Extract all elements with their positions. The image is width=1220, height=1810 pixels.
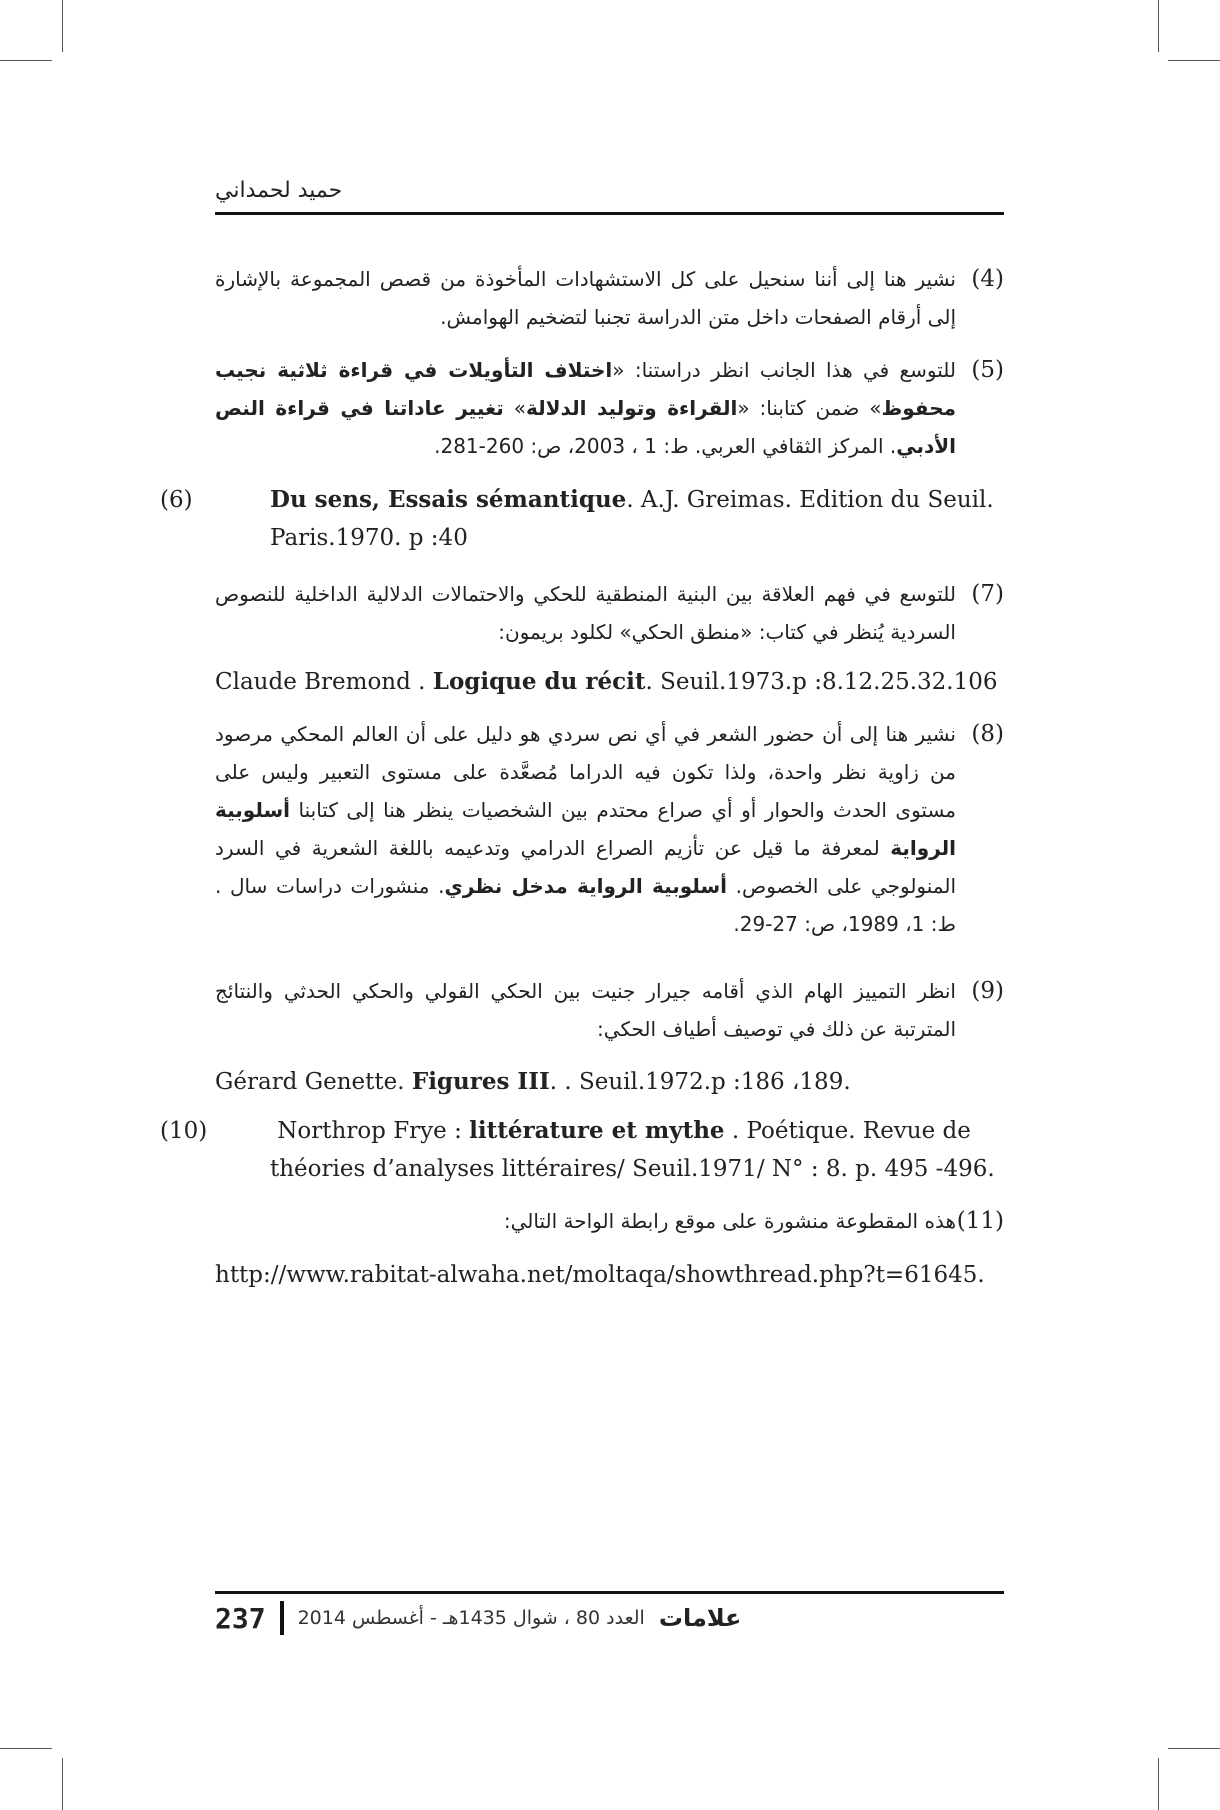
- footnote-text-part: » ضمن كتابنا: «: [737, 396, 882, 420]
- crop-mark: [0, 60, 52, 61]
- cited-book-title-full: أسلوبية الرواية مدخل نظري: [444, 874, 727, 898]
- footnote-text: انظر التمييز الهام الذي أقامه جيرار جنيت بين الحكي القولي والحكي الحدثي والنتائج المترتبة عن ذلك في توصيف أطياف الحكي:: [215, 979, 956, 1041]
- crop-mark: [1168, 1748, 1220, 1749]
- citation-details: . . Seuil.1972.p :186 ،189.: [549, 1069, 851, 1095]
- footnote-number: (8): [971, 721, 1004, 747]
- citation-details: . Seuil.1973.p :8.12.25.32.106: [645, 669, 998, 695]
- page-footer: [215, 1598, 1004, 1638]
- footnote-9-reference: [215, 1063, 1004, 1101]
- footnote-11: [215, 1202, 1004, 1240]
- crop-mark: [1158, 1758, 1159, 1810]
- cited-book-title: Du sens, Essais sémantique: [270, 486, 627, 513]
- footnote-9: [215, 972, 1004, 1048]
- footnote-11-url: [215, 1256, 1004, 1294]
- footnote-number: (9): [971, 978, 1004, 1004]
- footnote-text: [215, 715, 1004, 943]
- footnote-number: (10): [160, 1118, 208, 1144]
- footnote-text-part: . المركز الثقافي العربي. ط: 1 ، 2003، ص: 260-281.: [434, 434, 897, 458]
- footnote-5: [215, 351, 1004, 465]
- page-number: 237: [215, 1601, 266, 1635]
- footnote-text-part: للتوسع في هذا الجانب انظر دراستنا: «: [612, 358, 956, 382]
- footnote-text-part: . منشورات دراسات سال . ط: 1، 1989، ص: 27-29.: [215, 874, 956, 936]
- footnote-text: هذه المقطوعة منشورة على موقع رابطة الواحة التالي:: [503, 1209, 956, 1233]
- citation-details: . Poétique. Revue de théories d’analyses littéraires/ Seuil.1971/ N° : 8. p. 495 -496.: [270, 1118, 995, 1182]
- footnote-text-part: »: [503, 396, 526, 420]
- cited-book-subtitle: تغيير عاداتنا في قراءة النص الأدبي: [215, 396, 956, 458]
- footnote-number: (7): [971, 581, 1004, 607]
- footnote-number: (6): [160, 487, 193, 513]
- footer-rule: [215, 1591, 1004, 1594]
- citation-details: . A.J. Greimas. Edition du Seuil. Paris.1970. p :40: [270, 487, 994, 551]
- reference-author: Gérard Genette.: [215, 1069, 412, 1095]
- reference-author: Claude Bremond .: [215, 669, 433, 695]
- cited-book-title: Logique du récit: [432, 668, 646, 695]
- crop-mark: [62, 0, 63, 52]
- issue-info: العدد 80 ، شوال 1435هـ - أغسطس 2014: [297, 1607, 645, 1629]
- cited-article-title: littérature et mythe: [469, 1117, 725, 1144]
- footnote-text: [215, 351, 1004, 465]
- crop-mark: [1158, 0, 1159, 52]
- footnote-text: للتوسع في فهم العلاقة بين البنية المنطقية للحكي والاحتمالات الدلالية الداخلية للنصوص السردية يُنظر في كتاب: «منطق الحكي» لكلود بريمون:: [215, 582, 956, 644]
- footnote-text-part: لمعرفة ما قيل عن تأزيم الصراع الدرامي وتدعيمه باللغة الشعرية في السرد المنولوجي على الخصوص.: [215, 836, 956, 898]
- crop-mark: [0, 1748, 52, 1749]
- footnote-6: [160, 481, 1059, 557]
- footer-separator: [280, 1601, 284, 1635]
- reference-url: http://www.rabitat-alwaha.net/moltaqa/showthread.php?t=61645.: [215, 1262, 985, 1288]
- cited-book-title: Figures III: [411, 1068, 550, 1095]
- footnote-number: (11): [956, 1208, 1004, 1234]
- crop-mark: [1168, 60, 1220, 61]
- footnote-7-reference: [215, 663, 1004, 701]
- footnote-8: [215, 715, 1004, 943]
- running-header-author: حميد لحمداني: [215, 178, 343, 203]
- reference-author: Northrop Frye :: [270, 1118, 470, 1144]
- footnote-number: (5): [971, 357, 1004, 383]
- journal-logo: علامات: [658, 1604, 742, 1632]
- crop-mark: [62, 1758, 63, 1810]
- footnote-4: [215, 260, 1004, 336]
- footnote-7: [215, 575, 1004, 651]
- header-rule: [215, 212, 1004, 215]
- footnote-text-part: نشير هنا إلى أن حضور الشعر في أي نص سردي هو دليل على أن العالم المحكي مرصود من زاوية نظر واحدة، ولذا تكون فيه الدراما مُصعَّدة على مستوى التعبير وليس على مستوى الحدث والحوار أو أي صراع محتدم بين الشخصيات ينظر هنا إلى كتابنا: [215, 722, 956, 822]
- footnote-text: نشير هنا إلى أننا سنحيل على كل الاستشهادات المأخوذة من قصص المجموعة بالإشارة إلى أرقام الصفحات داخل متن الدراسة تجنبا لتضخيم الهوامش.: [215, 267, 956, 329]
- cited-article-title: اختلاف التأويلات في قراءة ثلاثية نجيب محفوظ: [215, 358, 957, 420]
- cited-book-title: أسلوبية الرواية: [215, 798, 956, 860]
- footnote-number: (4): [971, 266, 1004, 292]
- footnote-10: [160, 1112, 1059, 1188]
- cited-book-title: القراءة وتوليد الدلالة: [526, 396, 738, 420]
